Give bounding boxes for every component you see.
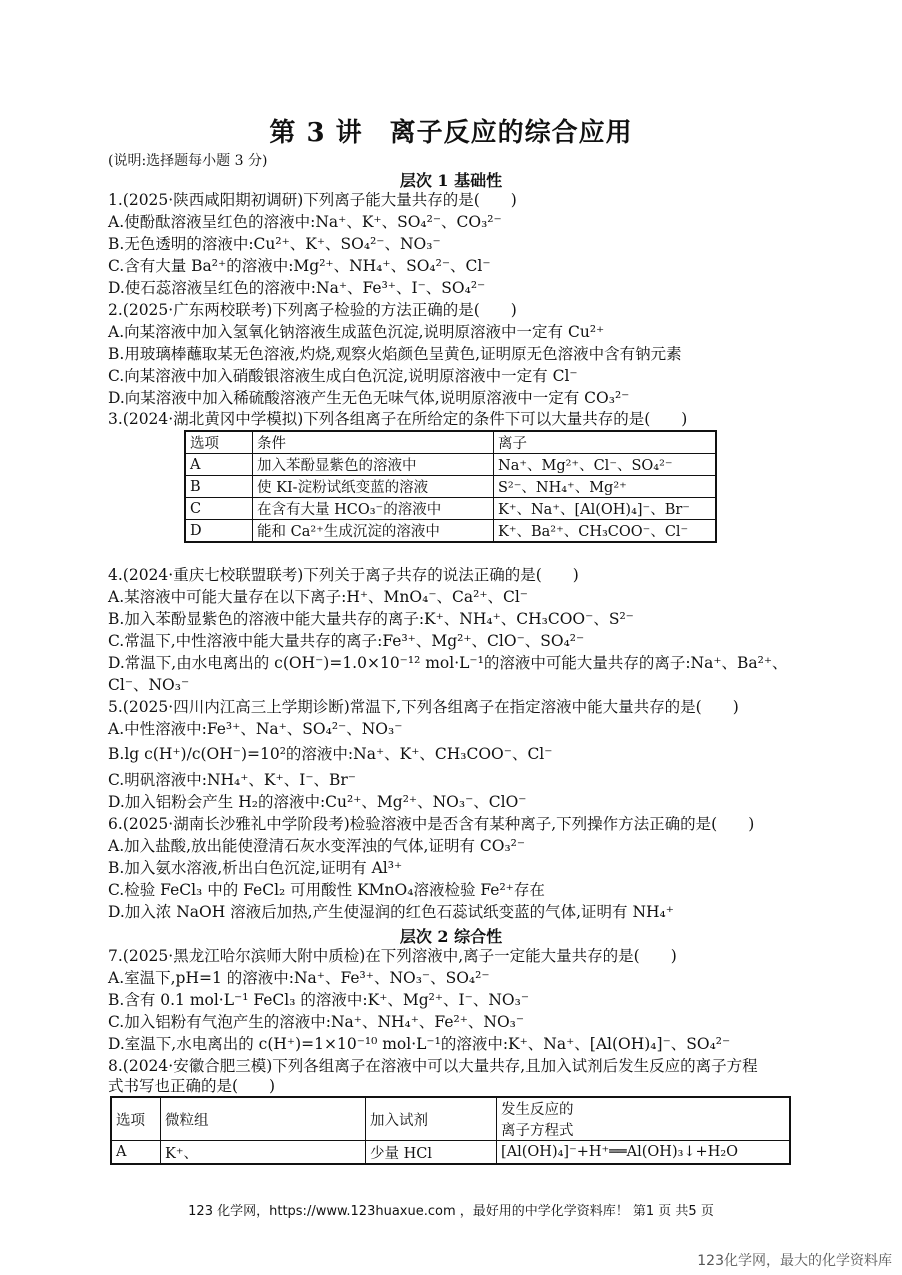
option-line: A.加入盐酸,放出能使澄清石灰水变浑浊的气体,证明有 CO₃²⁻ xyxy=(108,837,526,855)
watermark: 123化学网，最大的化学资料库 xyxy=(697,1253,892,1269)
question-line: 1.(2025·陕西咸阳期初调研)下列离子能大量共存的是( ) xyxy=(108,191,517,209)
option-line: B.lg c(H⁺)/c(OH⁻)=10²的溶液中:Na⁺、K⁺、CH₃COO⁻、Cl⁻ xyxy=(108,745,553,763)
option-line: B.加入氨水溶液,析出白色沉淀,证明有 Al³⁺ xyxy=(108,859,403,877)
option-line: D.常温下,由水电离出的 c(OH⁻)=1.0×10⁻¹² mol·L⁻¹的溶液中可能大量共存的离子:Na⁺、Ba²⁺、 xyxy=(108,654,788,672)
table-header-line: 发生反应的 xyxy=(501,1102,574,1118)
table-row xyxy=(185,454,716,476)
question-line: 3.(2024·湖北黄冈中学模拟)下列各组离子在所给定的条件下可以大量共存的是( ) xyxy=(108,410,688,428)
table-header-cell: 选项 xyxy=(185,431,253,454)
table-cell: S²⁻、NH₄⁺、Mg²⁺ xyxy=(494,476,717,498)
option-line: C.含有大量 Ba²⁺的溶液中:Mg²⁺、NH₄⁺、SO₄²⁻、Cl⁻ xyxy=(108,257,491,275)
option-line: A.向某溶液中加入氢氧化钠溶液生成蓝色沉淀,说明原溶液中一定有 Cu²⁺ xyxy=(108,323,605,341)
table-cell: A xyxy=(185,454,253,476)
table-cell: 在含有大量 HCO₃⁻的溶液中 xyxy=(253,498,494,520)
question-line: 7.(2025·黑龙江哈尔滨师大附中质检)在下列溶液中,离子一定能大量共存的是( ) xyxy=(108,947,677,965)
table-cell: D xyxy=(185,520,253,543)
option-line: C.明矾溶液中:NH₄⁺、K⁺、I⁻、Br⁻ xyxy=(108,771,356,789)
table-header-row xyxy=(185,431,716,454)
option-line: B.无色透明的溶液中:Cu²⁺、K⁺、SO₄²⁻、NO₃⁻ xyxy=(108,235,441,253)
table-cell: [Al(OH)₄]⁻+H⁺══Al(OH)₃↓+H₂O xyxy=(497,1141,791,1165)
option-line: B.用玻璃棒蘸取某无色溶液,灼烧,观察火焰颜色呈黄色,证明原无色溶液中含有钠元素 xyxy=(108,345,682,363)
option-line: C.向某溶液中加入硝酸银溶液生成白色沉淀,说明原溶液中一定有 Cl⁻ xyxy=(108,367,578,385)
table-cell: A xyxy=(111,1141,161,1165)
section-heading-comprehensive: 层次 2 综合性 xyxy=(399,927,503,946)
table-row xyxy=(185,498,716,520)
page-title: 第 3 讲 离子反应的综合应用 xyxy=(269,118,633,148)
q3-table xyxy=(184,430,717,543)
table-cell: K⁺、Ba²⁺、CH₃COO⁻、Cl⁻ xyxy=(494,520,717,543)
scoring-note: (说明:选择题每小题 3 分) xyxy=(108,153,268,169)
option-line: D.向某溶液中加入稀硫酸溶液产生无色无味气体,说明原溶液中一定有 CO₃²⁻ xyxy=(108,389,630,407)
option-line: B.加入苯酚显紫色的溶液中能大量共存的离子:K⁺、NH₄⁺、CH₃COO⁻、S²⁻ xyxy=(108,610,634,628)
table-header-row xyxy=(111,1097,790,1141)
option-line: C.加入铝粉有气泡产生的溶液中:Na⁺、NH₄⁺、Fe²⁺、NO₃⁻ xyxy=(108,1013,525,1031)
table-row xyxy=(111,1141,790,1165)
table-cell: K⁺、 xyxy=(161,1141,366,1165)
question-line: 4.(2024·重庆七校联盟联考)下列关于离子共存的说法正确的是( ) xyxy=(108,566,579,584)
question-line: 2.(2025·广东两校联考)下列离子检验的方法正确的是( ) xyxy=(108,301,517,319)
question-line-continued: 式书写也正确的是( ) xyxy=(108,1077,276,1095)
option-line: C.检验 FeCl₃ 中的 FeCl₂ 可用酸性 KMnO₄溶液检验 Fe²⁺存在 xyxy=(108,881,545,899)
table-cell: 使 KI-淀粉试纸变蓝的溶液 xyxy=(253,476,494,498)
option-line: D.使石蕊溶液呈红色的溶液中:Na⁺、Fe³⁺、I⁻、SO₄²⁻ xyxy=(108,279,486,297)
option-line: C.常温下,中性溶液中能大量共存的离子:Fe³⁺、Mg²⁺、ClO⁻、SO₄²⁻ xyxy=(108,632,585,650)
table-header-cell: 加入试剂 xyxy=(366,1097,497,1141)
table-cell: 少量 HCl xyxy=(366,1141,497,1165)
option-line: A.某溶液中可能大量存在以下离子:H⁺、MnO₄⁻、Ca²⁺、Cl⁻ xyxy=(108,588,528,606)
table-header-cell xyxy=(497,1097,791,1141)
table-header-cell: 选项 xyxy=(111,1097,161,1141)
table-cell: 加入苯酚显紫色的溶液中 xyxy=(253,454,494,476)
table-row xyxy=(185,520,716,543)
q8-table xyxy=(110,1096,791,1165)
option-line: D.加入浓 NaOH 溶液后加热,产生使湿润的红色石蕊试纸变蓝的气体,证明有 NH₄⁺ xyxy=(108,903,674,921)
option-line: A.中性溶液中:Fe³⁺、Na⁺、SO₄²⁻、NO₃⁻ xyxy=(108,720,403,738)
section-heading-basic: 层次 1 基础性 xyxy=(399,171,503,190)
table-cell: Na⁺、Mg²⁺、Cl⁻、SO₄²⁻ xyxy=(494,454,717,476)
option-line-continued: Cl⁻、NO₃⁻ xyxy=(108,676,190,694)
question-line: 5.(2025·四川内江高三上学期诊断)常温下,下列各组离子在指定溶液中能大量共存的是( ) xyxy=(108,698,739,716)
option-line: A.室温下,pH=1 的溶液中:Na⁺、Fe³⁺、NO₃⁻、SO₄²⁻ xyxy=(108,969,490,987)
table-header-cell: 条件 xyxy=(253,431,494,454)
table-cell: K⁺、Na⁺、[Al(OH)₄]⁻、Br⁻ xyxy=(494,498,717,520)
table-row xyxy=(185,476,716,498)
option-line: D.室温下,水电离出的 c(H⁺)=1×10⁻¹⁰ mol·L⁻¹的溶液中:K⁺、Na⁺、[Al(OH)₄]⁻、SO₄²⁻ xyxy=(108,1035,731,1053)
option-line: B.含有 0.1 mol·L⁻¹ FeCl₃ 的溶液中:K⁺、Mg²⁺、I⁻、NO₃⁻ xyxy=(108,991,530,1009)
page-footer: 123 化学网，https://www.123huaxue.com ，最好用的中学化学资料库！ 第1 页 共5 页 xyxy=(188,1204,714,1219)
table-cell: B xyxy=(185,476,253,498)
table-cell: C xyxy=(185,498,253,520)
table-header-cell: 微粒组 xyxy=(161,1097,366,1141)
table-header-cell: 离子 xyxy=(494,431,717,454)
question-line: 6.(2025·湖南长沙雅礼中学阶段考)检验溶液中是否含有某种离子,下列操作方法正确的是( ) xyxy=(108,815,755,833)
option-line: D.加入铝粉会产生 H₂的溶液中:Cu²⁺、Mg²⁺、NO₃⁻、ClO⁻ xyxy=(108,793,527,811)
table-header-line: 离子方程式 xyxy=(501,1123,574,1139)
question-line: 8.(2024·安徽合肥三模)下列各组离子在溶液中可以大量共存,且加入试剂后发生反应的离子方程 xyxy=(108,1057,758,1075)
table-cell: 能和 Ca²⁺生成沉淀的溶液中 xyxy=(253,520,494,543)
option-line: A.使酚酞溶液呈红色的溶液中:Na⁺、K⁺、SO₄²⁻、CO₃²⁻ xyxy=(108,213,502,231)
